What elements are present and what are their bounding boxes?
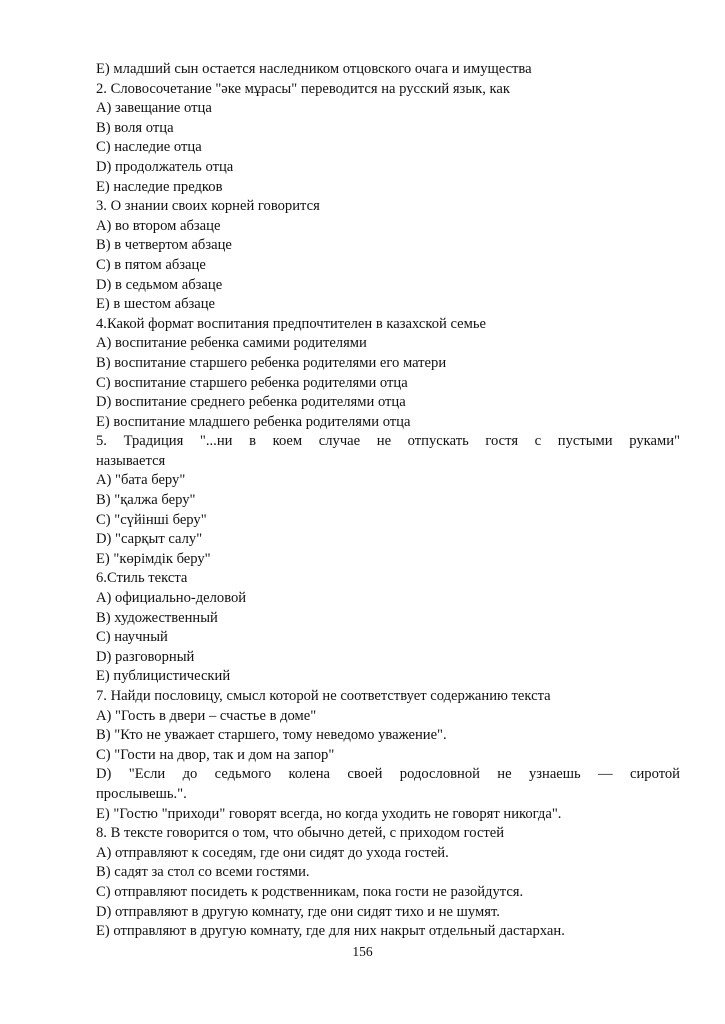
answer-option: E) "Гостю "приходи" говорят всегда, но когда уходить не говорят никогда".: [96, 805, 562, 822]
answer-option: D) в седьмом абзаце: [96, 276, 223, 293]
answer-option: C) воспитание старшего ребенка родителями отца: [96, 374, 408, 391]
answer-option: A) отправляют к соседям, где они сидят до ухода гостей.: [96, 844, 449, 861]
answer-option: D) "сарқыт салу": [96, 531, 203, 548]
answer-option: E) публицистический: [96, 668, 231, 685]
document-page: [96, 60, 680, 942]
answer-option: A) официально-деловой: [96, 590, 247, 607]
question-5: 5. Традиция "...ни в коем случае не отпускать гостя с пустыми руками": [96, 433, 680, 450]
answer-option: E) в шестом абзаце: [96, 296, 216, 313]
question-6: 6.Стиль текста: [96, 570, 188, 587]
answer-option: B) художественный: [96, 609, 218, 626]
answer-option-continuation: прослывешь.".: [96, 785, 187, 802]
answer-option: D) воспитание среднего ребенка родителями отца: [96, 394, 406, 411]
answer-option: D) отправляют в другую комнату, где они сидят тихо и не шумят.: [96, 903, 500, 920]
question-2: 2. Словосочетание "әке мұрасы" переводится на русский язык, как: [96, 80, 510, 97]
answer-option: A) "Гость в двери – счастье в доме": [96, 707, 317, 724]
answer-option: A) воспитание ребенка самими родителями: [96, 335, 367, 352]
answer-option: D) разговорный: [96, 648, 195, 665]
answer-option: B) садят за стол со всеми гостями.: [96, 864, 310, 881]
answer-option: B) "қалжа беру": [96, 492, 196, 509]
answer-option: E) отправляют в другую комнату, где для них накрыт отдельный дастархан.: [96, 923, 565, 940]
answer-option: C) "Гости на двор, так и дом на запор": [96, 746, 335, 763]
answer-option: A) завещание отца: [96, 100, 212, 117]
question-4: 4.Какой формат воспитания предпочтителен в казахской семье: [96, 315, 486, 332]
answer-option: B) воспитание старшего ребенка родителями его матери: [96, 354, 447, 371]
answer-option: C) отправляют посидеть к родственникам, пока гости не разойдутся.: [96, 883, 524, 900]
answer-option: D) "Если до седьмого колена своей родословной не узнаешь — сиротой: [96, 766, 680, 783]
answer-option: E) младший сын остается наследником отцовского очага и имущества: [96, 61, 532, 77]
answer-option: C) научный: [96, 629, 168, 646]
answer-option: B) в четвертом абзаце: [96, 237, 232, 254]
answer-option: A) во втором абзаце: [96, 217, 221, 234]
answer-option: E) воспитание младшего ребенка родителями отца: [96, 413, 411, 430]
question-3: 3. О знании своих корней говорится: [96, 198, 320, 215]
answer-option: D) продолжатель отца: [96, 158, 234, 175]
answer-option: C) наследие отца: [96, 139, 202, 156]
answer-option: E) "көрімдік беру": [96, 550, 211, 567]
answer-option: C) "сүйінші беру": [96, 511, 207, 528]
question-8: 8. В тексте говорится о том, что обычно детей, с приходом гостей: [96, 825, 505, 842]
answer-option: C) в пятом абзаце: [96, 256, 206, 273]
answer-option: B) "Кто не уважает старшего, тому неведомо уважение".: [96, 727, 447, 744]
question-7: 7. Найди пословицу, смысл которой не соответствует содержанию текста: [96, 688, 551, 704]
answer-option: A) "бата беру": [96, 472, 186, 489]
question-5-continuation: называется: [96, 452, 166, 469]
answer-option: B) воля отца: [96, 119, 174, 136]
answer-option: E) наследие предков: [96, 178, 223, 195]
page-number: 156: [352, 944, 373, 959]
